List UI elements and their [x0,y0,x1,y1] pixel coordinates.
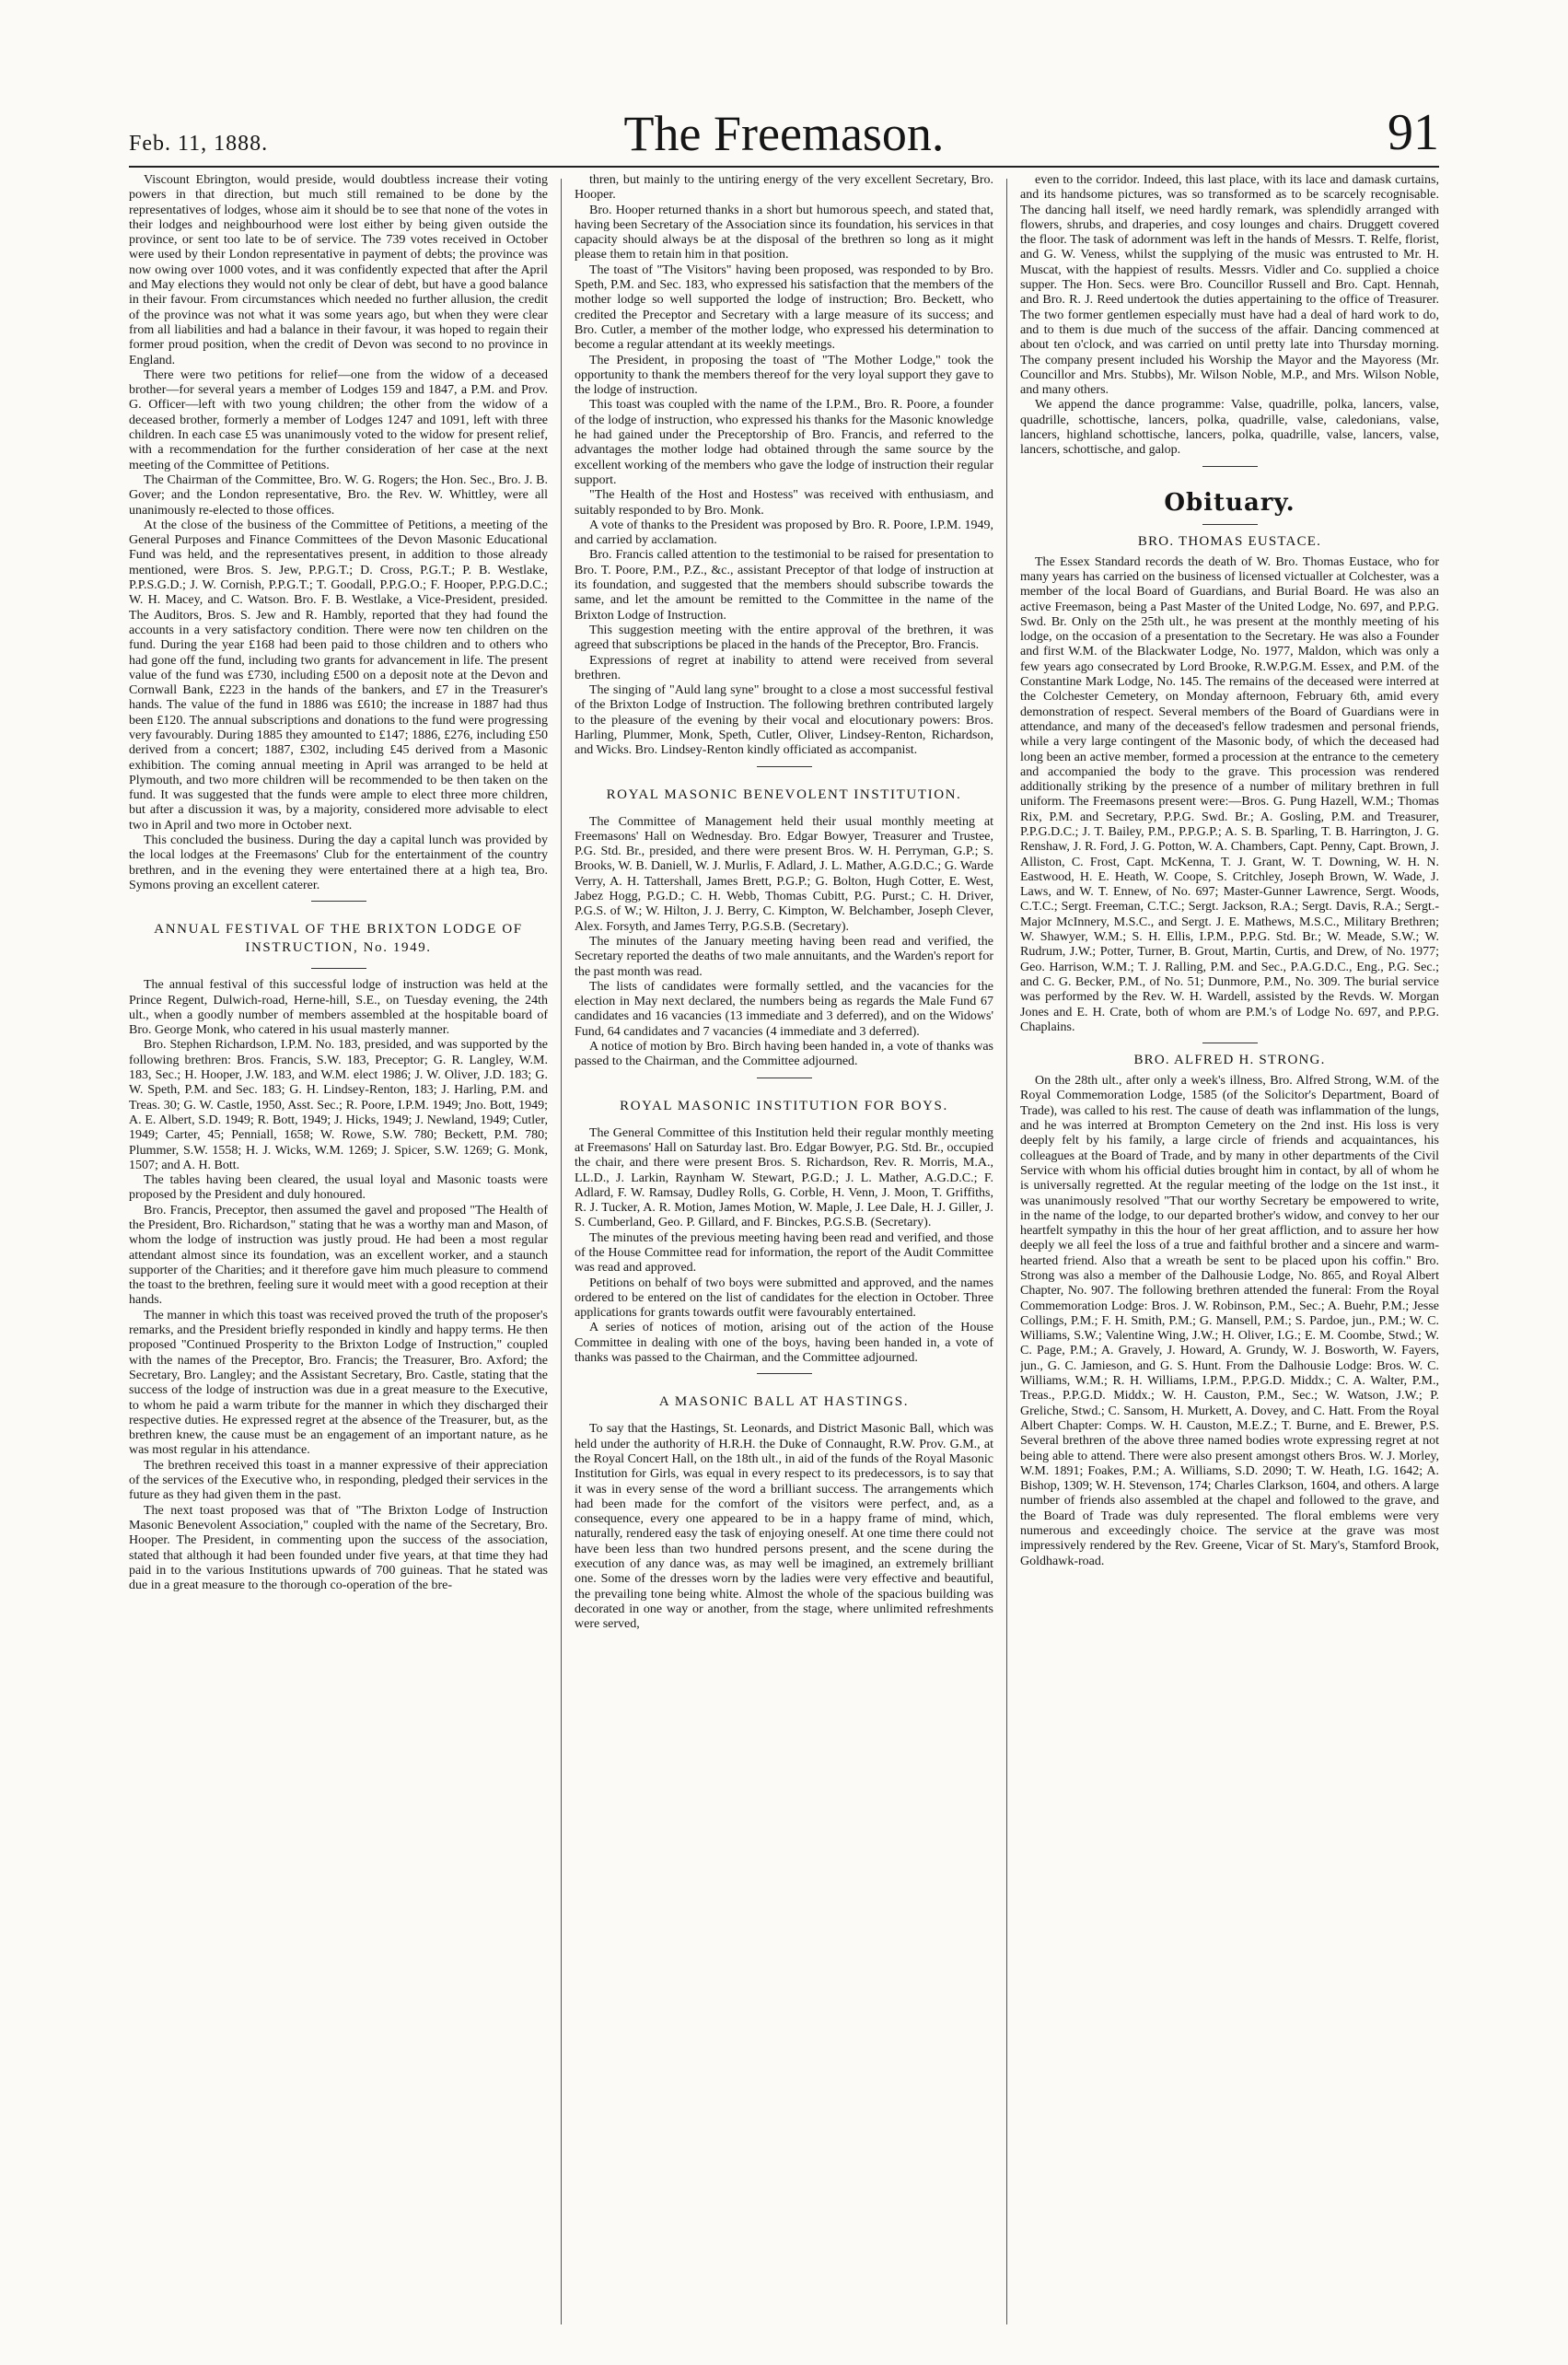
paragraph: The President, in proposing the toast of "The Mother Lodge," took the opportunity to thank the members thereof for the very loyal support they gave to the lodge of instruction. [575,353,993,398]
paragraph: The minutes of the previous meeting having been read and verified, and those of the House Committee read for information, the report of the Audit Committee was read and approved. [575,1230,993,1276]
paragraph: A series of notices of motion, arising out of the action of the House Committee in dealing with one of the boys, having been handed in, a vote of thanks was passed to the Chairman, and the Committee adjourned. [575,1321,993,1366]
article-columns [129,173,1439,2337]
paragraph: The minutes of the January meeting having been read and verified, the Secretary reported the deaths of two male annuitants, and the Warden's report for the past month was read. [575,934,993,979]
ball-heading: A MASONIC BALL AT HASTINGS. [658,1394,910,1410]
paragraph: Bro. Hooper returned thanks in a short but humorous speech, and stated that, having been Secretary of the Association since its foundation, his services in that capacity should always be at the disposal of the brethren so long as it might please them to retain him in that position. [575,203,993,262]
rmbi-heading: ROYAL MASONIC BENEVOLENT INSTITUTION. [606,786,962,802]
paragraph: The annual festival of this successful lodge of instruction was held at the Prince Regent, Dulwich-road, Herne-hill, S.E., on Tuesday evening, the 24th ult., when a goodly number of members assembled at the hospitable board of Bro. George Monk, who catered in his usual masterly manner. [129,978,548,1038]
paragraph: The toast of "The Visitors" having been proposed, was responded to by Bro. Speth, P.M. and Sec. 183, who expressed his satisfaction that the members of the mother lodge so well supported the lodge of instruction; Bro. Beckett, who credited the Preceptor and Secretary with a large measure of its success; and Bro. Cutler, a member of the mother lodge, who expressed his determination to become a regular attendant at its weekly meetings. [575,262,993,353]
paragraph: The Essex Standard records the death of W. Bro. Thomas Eustace, who for many years has carried on the business of licensed victualler at Colchester, was a member of the local Board of Guardians, and Burial Board. He was also an active Freemason, being a Past Master of the United Lodge, No. 697, and P.P.G. Swd. Br. Only on the 25th ult., he was present at the monthly meeting of his lodge, on the occasion of a presentation to the Secretary. He was also a Founder and first W.M. of the Blackwater Lodge, No. 1977, Maldon, which was only a few years ago consecrated by Lord Brooke, R.W.P.G.M. Essex, and P.M. of the Constantine Mark Lodge, No. 145. The remains of the deceased were interred at the Colchester Cemetery, on Monday afternoon, February 6th, amid every demonstration of respect. Several members of the Board of Guardians were in attendance, and many of the deceased's fellow tradesmen and personal friends, while a very large contingent of the Masonic body, of which the deceased had long been an active member, formed a procession at the entrance to the cemetery and accompanied the body to the grave. This procession was rendered additionally striking by the presence of a number of military brethren in full uniform. The Freemasons present were:—Bros. G. Pung Hazell, W.M.; Thomas Rix, P.M. and Secretary, P.P.G. Swd. Br.; A. Gosling, P.M. and Treasurer, P.P.G.D.C.; J. T. Bailey, P.M., P.P.G.P.; A. S. B. Sparling, T. B. Harrington, J. G. Renshaw, J. R. Ford, J. G. Potton, W. A. Chambers, Capt. Penny, Capt. Brown, J. Alliston, C. Frost, Capt. McKenna, T. J. Grant, W. T. Downing, W. H. N. Eastwood, H. E. Heath, W. Coope, S. Critchley, Joseph Brown, W. Wade, J. Laws, and W. T. Ennew, of No. 697; Master-Gunner Lawrence, Sergt. Woods, C.T.C.; Sergt. Freeman, C.T.C.; Sergt. Jackson, R.A.; Sergt. Davis, R.A.; Sergt.-Major McInnery, M.S.C., and Sergt. J. E. Mathews, M.S.C., Military Brethren; W. Shawyer, W.M.; S. H. Ellis, I.P.M., P.P.G. Std. Br.; W. Meade, S.W.; W. Rudrum, J.W.; Potter, Turner, B. Grout, Martin, Curtis, and Drew, of No. 1977; Geo. Harrison, W.M.; T. J. Ralling, P.M. and Sec., P.A.G.D.C., Eng., P.G. Sec.; and C. G. Becker, P.M., of No. 51; Dunmore, P.M., No. 309. The burial service was performed by the Rev. W. H. Wardell, assisted by the Revds. W. Morgan Jones and E. H. Crate, both of whom are P.M.'s of Lodge No. 697, and P.P.G. Chaplains. [1020,554,1439,1034]
column-rule [561,179,562,2324]
paragraph: The next toast proposed was that of "The Brixton Lodge of Instruction Masonic Benevolent Association," coupled with the name of the Secretary, Bro. Hooper. The President, in commenting upon the success of the association, stated that although it had been founded under five years, at that time they had paid in to the various Institutions upwards of 700 guineas. That he stated was due in a great measure to the thorough co-operation of the bre- [129,1503,548,1593]
paragraph: This concluded the business. During the day a capital lunch was provided by the local lodges at the Freemasons' Club for the entertainment of the country brethren, and in the evening they were entertained there at a high tea, Bro. Symons proving an excellent caterer. [129,833,548,892]
paragraph: A notice of motion by Bro. Birch having been handed in, a vote of thanks was passed to the Chairman, and the Committee adjourned. [575,1040,993,1069]
column-1 [129,173,548,2337]
section-divider [1202,466,1258,467]
paragraph: Bro. Stephen Richardson, I.P.M. No. 183, presided, and was supported by the following brethren: Bros. Francis, S.W. 183, Preceptor; G. R. Langley, W.M. 183, Sec.; H. Hooper, J.W. 183, and W.M. elect 1986; J. W. Oliver, J.D. 183; G. W. Speth, P.M. and Sec. 183; G. H. Lindsey-Renton, 183; J. Harling, P.M. and Treas. 30; G. W. Castle, 1950, Asst. Sec.; R. Poore, I.P.M. 1949; Jno. Bott, 1949; A. E. Albert, S.D. 1949; R. Bott, 1949; J. Hicks, 1949; J. Newland, 1949; Cutler, 1949; Carter, 45; Penniall, 1658; W. Rowe, S.W. 780; Beckett, P.M. 780; Plummer, S.W. 1558; H. J. Wicks, W.M. 1269; J. Spicer, S.W. 1269; G. Monk, 1507; and A. H. Bott. [129,1038,548,1172]
column-3 [1020,173,1439,2337]
paragraph: The General Committee of this Institution held their regular monthly meeting at Freemasons' Hall on Saturday last. Bro. Edgar Bowyer, P.G. Std. Br., occupied the chair, and there were present Bros. S. Richardson, Rev. R. Morris, M.A., LL.D., J. Larkin, Raynham W. Stewart, P.G.D.; J. L. Mather, A.G.D.C.; F. Adlard, F. W. Ramsay, Dudley Rolls, G. Corble, H. Venn, J. Moon, T. Griffiths, R. J. Tucker, A. R. Motion, James Motion, W. Maple, J. Lee Dale, H. J. Giller, J. S. Cumberland, Geo. P. Gillard, and F. Binckes, P.G.S.B. (Secretary). [575,1125,993,1230]
masthead [129,101,1439,168]
section-divider [757,766,812,767]
paragraph: Bro. Francis called attention to the testimonial to be raised for presentation to Bro. T. Poore, P.M., P.Z., &c., assistant Preceptor of that lodge of instruction at its foundation, and suggested that the members should subscribe towards the same, and let the amount be remitted to the Committee in the name of the Brixton Lodge of Instruction. [575,548,993,623]
section-divider [311,968,366,969]
brixton-heading: ANNUAL FESTIVAL OF THE BRIXTON LODGE OF INSTRUCTION, No. 1949. [154,922,523,956]
section-divider [1202,524,1258,525]
paragraph: The manner in which this toast was received proved the truth of the proposer's remarks, and the President briefly responded in kindly and happy terms. He then proposed "Continued Prosperity to the Brixton Lodge of Instruction," coupled with the names of the Preceptor, Bro. Francis; the Treasurer, Bro. Axford; the Secretary, Bro. Langley; and the Assistant Secretary, Bro. Castle, stating that the success of the lodge of instruction was due in a great measure to the Executive, to whom he paid a warm tribute for the manner in which they discharged their respective duties. He expressed regret at the absence of the Treasurer, but, as the brethren knew, the cause must be an engagement of an important nature, as he was most regular in his attendance. [129,1308,548,1458]
paragraph: On the 28th ult., after only a week's illness, Bro. Alfred Strong, W.M. of the Royal Commemoration Lodge, 1585 (of the Solicitor's Department, Board of Trade), was called to his rest. The cause of death was inflammation of the lungs, and he was interred at Brompton Cemetery on the 2nd inst. His loss is very deeply felt by his family, a large circle of friends and acquaintances, his colleagues at the Board of Trade, and by many in other departments of the Civil Service with whom his official duties brought him in contact, by all of whom he is universally regretted. At the regular meeting of the lodge on the 1st inst., it was unanimously resolved "That our worthy Secretary be empowered to write, in the name of the lodge, to our departed brother's widow, and convey to her our heartfelt sympathy in this the hour of her great affliction, and to assure her how deeply we all feel the loss of a true and faithful brother and a sincere and warm-hearted friend. Also that a wreath be sent to be placed upon his coffin." Bro. Strong was also a member of the Dalhousie Lodge, No. 865, and Royal Albert Chapter, No. 907. The following brethren attended the funeral: From the Royal Commemoration Lodge: Bros. J. W. Robinson, P.M., Sec.; A. Buehr, P.M.; Jesse Collings, P.M.; F. H. Smith, P.M.; G. Mansell, P.M.; S. Pardoe, jun., P.M.; W. C. Williams, S.W.; Valentine Wing, J.W.; H. Oliver, I.G.; E. M. Coombe, Stwd.; W. C. Page, P.M.; A. Gravely, J. Howard, A. Grundy, W. J. Bosworth, W. Fayers, jun., G. C. Jamieson, and G. S. Hunt. From the Dalhousie Lodge: Bros. W. C. Williams, W.M.; R. H. Williams, I.P.M., P.P.G.D. Middx.; C. A. Walter, P.M., Treas., P.P.G.D. Middx.; W. H. Causton, P.M., Sec.; W. Watson, J.W.; P. Greliche, Stwd.; C. Sansom, H. Murkett, A. Dovey, and C. Hatt. From the Royal Albert Chapter: Comps. W. H. Causton, M.E.Z.; T. Burne, and E. Brewer, P.S. Several brethren of the above three named bodies wrote expressing regret at not being able to attend. There were also present amongst others Bros. W. J. Morley, W.M. 1891; Foakes, P.M.; A. Williams, S.D. 2090; T. W. Heath, I.G. 1642; A. Bishop, 1309; W. H. Stevenson, 174; Charles Clarkson, 1604, and others. A large number of friends also assembled at the chapel and followed to the grave, and the Board of Trade was duly represented. The floral emblems were very numerous and exceedingly choice. The service at the grave was most impressively rendered by the Rev. Greene, Vicar of St. Mary's, Stamford Brook, Goldhawk-road. [1020,1074,1439,1568]
paragraph: The brethren received this toast in a manner expressive of their appreciation of the services of the Executive who, in responding, pledged their services in the future as they had given them in the past. [129,1458,548,1503]
paragraph: Expressions of regret at inability to attend were received from several brethren. [575,653,993,682]
newspaper-title: The Freemason. [623,106,945,161]
paragraph: thren, but mainly to the untiring energy of the very excellent Secretary, Bro. Hooper. [575,173,993,203]
paragraph: To say that the Hastings, St. Leonards, and District Masonic Ball, which was held under the authority of H.R.H. the Duke of Connaught, R.W. Prov. G.M., at the Royal Concert Hall, on the 18th ult., in aid of the funds of the Royal Masonic Institution for Girls, was equal in every respect to its predecessors, is to say that it was in every sense of the word a brilliant success. The arrangements which had been made for the comfort of the visitors were perfect, and, as a consequence, every one appeared to be in a happy frame of mind, which, naturally, rendered easy the task of enjoying oneself. At one time there could not have been less than two hundred persons present, and the scene during the execution of any dance was, as may well be imagined, an extremely brilliant one. Some of the dresses worn by the ladies were very effective and beautiful, the prevailing tone being white. Almost the whole of the spacious building was decorated in one way or another, from the stage, where unlimited refreshments were served, [575,1422,993,1632]
paragraph: Viscount Ebrington, would preside, would doubtless increase their voting powers in that direction, but much still remained to be done by the representatives of lodges, whose aim it should be to see that none of the votes in their lodges and neighbourhood were lost either by being given outside the province, or sent too late to be of service. The 739 votes received in October were used by their London representative in payment of debts; the province was now owing over 1000 votes, and it was confidently expected that after the April and May elections they would not only be clear of debt, but have a good balance in their favour. From circumstances which needed no further allusion, the credit of the province was not what it was some years ago, but when they were clear from all liabilities and had a balance in their favour, it was hoped to regain their former proud position, when the credit of Devon was second to no province in England. [129,173,548,367]
paragraph: "The Health of the Host and Hostess" was received with enthusiasm, and suitably responded to by Bro. Monk. [575,488,993,518]
paragraph: There were two petitions for relief—one from the widow of a deceased brother—for several years a member of Lodges 159 and 1847, a P.M. and Prov. G. Officer—left with two young children; the other from the widow of a deceased brother, formerly a member of Lodges 1247 and 1091, left with three children. In each case £5 was unanimously voted to the widow for present relief, with a recommendation for the further consideration of her case at the next meeting of the Committee of Petitions. [129,367,548,472]
paragraph: even to the corridor. Indeed, this last place, with its lace and damask curtains, and its handsome pictures, was so transformed as to be scarcely recognisable. The dancing hall itself, we need hardly remark, was splendidly arranged with flowers, shrubs, and draperies, and cosy lounges and chairs. Druggett covered the floor. The task of adornment was left in the hands of Messrs. T. Relfe, florist, and G. W. Veness, whilst the supplying of the music was entrusted to Mr. H. Muscat, with the happiest of results. Messrs. Vidler and Co. supplied a choice supper. The Hon. Secs. were Bro. Councillor Russell and Bro. Capt. Hennah, and Bro. R. J. Reed undertook the duties appertaining to the office of Treasurer. The two former gentlemen especially must have had a deal of hard work to do, and to them is due much of the success of the affair. Dancing commenced at about ten o'clock, and was carried on until pretty late into Thursday morning. The company present included his Worship the Mayor and the Mayoress (Mr. Councillor and Mrs. Stubbs), Mr. Wilson Noble, M.P., and Mrs. Wilson Noble, and many others. [1020,173,1439,398]
strong-heading: BRO. ALFRED H. STRONG. [1133,1053,1326,1068]
obituary-heading: Obituary. [1164,488,1295,517]
paragraph: The Committee of Management held their usual monthly meeting at Freemasons' Hall on Wednesday. Bro. Edgar Bowyer, Treasurer and Trustee, P.G. Std. Br., presided, and there were present Bros. W. H. Perryman, G.P.; S. Brooks, W. B. Daniell, W. J. Murlis, F. Adlard, J. L. Mather, A.G.D.C.; G. Warde Verry, A. H. Tattershall, James Brett, P.G.P.; G. Bolton, Hugh Cotter, E. West, Jabez Hogg, P.G.D.; C. H. Webb, Thomas Cubitt, P.G. Purst.; C. H. Driver, P.G.S. of W.; W. Hilton, J. J. Berry, C. Kimpton, W. Belchamber, Joseph Clever, Alex. Forsyth, and James Terry, P.G.S.B. (Secretary). [575,814,993,934]
paragraph: The singing of "Auld lang syne" brought to a close a most successful festival of the Brixton Lodge of Instruction. The following brethren contributed largely to the pleasure of the evening by their vocal and elocutionary powers: Bros. Harling, Plummer, Monk, Speth, Cutler, Oliver, Lindsey-Renton, Richardson, and Wicks. Bro. Lindsey-Renton kindly officiated as accompanist. [575,683,993,758]
paragraph: A vote of thanks to the President was proposed by Bro. R. Poore, I.P.M. 1949, and carried by acclamation. [575,518,993,548]
paragraph: We append the dance programme: Valse, quadrille, polka, lancers, valse, quadrille, schottische, lancers, polka, quadrille, valse, caledonians, valse, lancers, highland schottische, lancers, polka, quadrille, valse, lancers, valse, lancers, schottische, and galop. [1020,398,1439,458]
paragraph: Bro. Francis, Preceptor, then assumed the gavel and proposed "The Health of the President, Bro. Richardson," stating that he was a worthy man and Mason, of whom the lodge of instruction was justly proud. He had been a most regular attendant almost since its foundation, was an excellent worker, and a staunch supporter of the Charities; and it therefore gave him much pleasure to commend the toast to the brethren, feeling sure it would meet with a good reception at their hands. [129,1203,548,1308]
section-divider [311,901,366,902]
paragraph: The lists of candidates were formally settled, and the vacancies for the election in May next declared, the numbers being as regards the Male Fund 67 candidates and 16 vacancies (13 immediate and 3 deferred), and on the Widows' Fund, 64 candidates and 7 vacancies (4 immediate and 3 deferred). [575,979,993,1039]
column-2 [575,173,993,2337]
column-rule [1006,179,1007,2324]
paragraph: This toast was coupled with the name of the I.P.M., Bro. R. Poore, a founder of the lodge of instruction, who expressed his thanks for the Masonic knowledge he had gained under the Preceptorship of Bro. Francis, and referred to the advantages the mother lodge had obtained through the same source by the excellent working of the members who gave the lodge of instruction their regular support. [575,398,993,487]
paragraph: The tables having been cleared, the usual loyal and Masonic toasts were proposed by the President and duly honoured. [129,1173,548,1203]
paragraph: Petitions on behalf of two boys were submitted and approved, and the names ordered to be entered on the list of candidates for the election in October. Three applications for grants towards outfit were favourably entertained. [575,1276,993,1321]
paragraph: The Chairman of the Committee, Bro. W. G. Rogers; the Hon. Sec., Bro. J. B. Gover; and the London representative, Bro. the Rev. W. Whittley, were all unanimously re-elected to those offices. [129,472,548,518]
paragraph: This suggestion meeting with the entire approval of the brethren, it was agreed that subscriptions be placed in the hands of the Preceptor, Bro. Francis. [575,623,993,653]
eustace-heading: BRO. THOMAS EUSTACE. [1137,533,1322,549]
section-divider [757,1373,812,1374]
rmib-heading: ROYAL MASONIC INSTITUTION FOR BOYS. [620,1098,948,1113]
issue-date: Feb. 11, 1888. [129,132,269,156]
paragraph: At the close of the business of the Committee of Petitions, a meeting of the General Purposes and Finance Committees of the Devon Masonic Educational Fund was held, and the representatives present, in addition to those already mentioned, were Bros. S. Jew, P.P.G.T.; D. Cross, P.G.T.; P. B. Westlake, P.P.S.G.D.; J. W. Cornish, P.P.G.T.; T. Goodall, P.P.G.O.; F. Hooper, P.P.G.D.C.; W. H. Macey, and C. Watson. Bro. F. B. Westlake, a Vice-President, presided. The Auditors, Bros. S. Jew and R. Hambly, reported that they had found the accounts in a very satisfactory condition. There were now ten children on the fund. During the year £168 had been paid to those children and to others who had gone off the fund, including two grants for advancement in life. The present value of the fund was £730, including £500 on a deposit note at the Devon and Cornwall Bank, £223 in the hands of the bankers, and £7 in the Treasurer's hands. The value of the fund in 1886 was £610; the increase in 1887 had thus been £120. The annual subscriptions and donations to the fund were progressing very favourably. During 1885 they amounted to £147; 1886, £276, including £50 derived from a concert; 1887, £302, including £45 derived from a Masonic exhibition. The coming annual meeting in April was arranged to be held at Plymouth, and two more children will be recommended to be then taken on the fund. It was suggested that the funds were ample to elect three more children, but after a discussion it was, by a majority, considered more advisable to elect two in April and two more in October next. [129,518,548,833]
page-number: 91 [1388,104,1439,161]
